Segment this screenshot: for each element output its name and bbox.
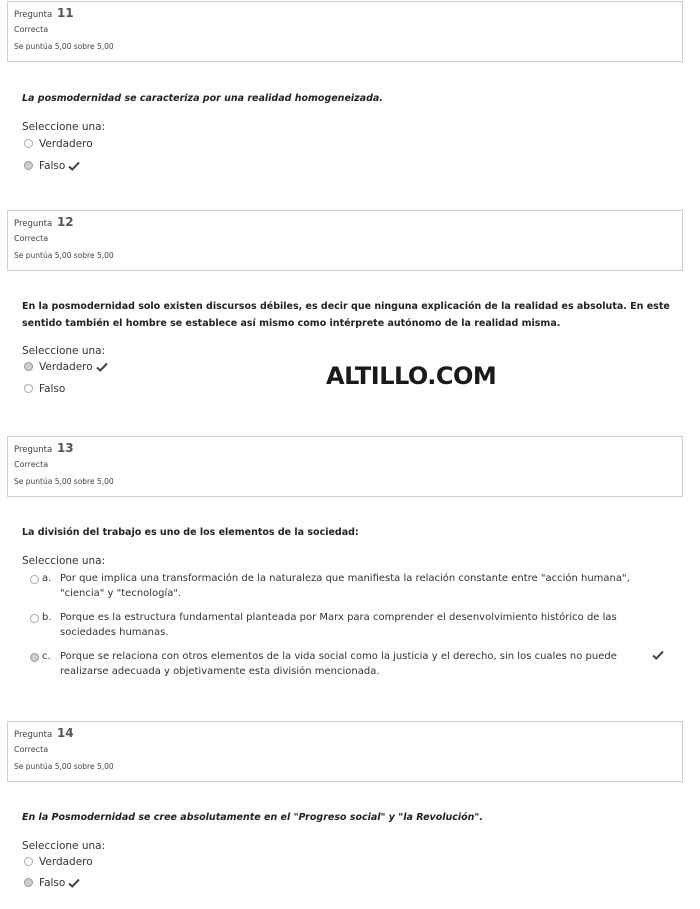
question-label: Pregunta <box>14 219 53 229</box>
radio-button[interactable] <box>30 614 39 623</box>
radio-button-selected[interactable] <box>24 161 33 170</box>
question-grade: Se puntúa 5,00 sobre 5,00 <box>14 42 114 51</box>
option-label: Verdadero <box>39 856 93 868</box>
question-info-14 <box>7 721 683 782</box>
option-verdadero[interactable] <box>22 852 672 872</box>
question-label: Pregunta <box>14 10 53 20</box>
option-label: Falso <box>39 877 66 889</box>
question-number: 11 <box>56 6 74 20</box>
check-icon <box>96 362 108 372</box>
question-number: 12 <box>56 215 74 229</box>
watermark-logo: ALTILLO.COM <box>326 362 497 390</box>
select-prompt: Seleccione una: <box>22 840 106 852</box>
question-state: Correcta <box>14 460 49 469</box>
select-prompt: Seleccione una: <box>22 121 106 133</box>
option-text-line-1: Porque se relaciona con otros elementos de la vida social como la justicia y el derecho, sin los cuales no puede <box>60 651 617 662</box>
option-falso[interactable] <box>22 156 672 176</box>
option-label: Verdadero <box>39 138 93 150</box>
question-label: Pregunta <box>14 445 53 455</box>
radio-button[interactable] <box>24 857 33 866</box>
option-label: Verdadero <box>39 361 93 373</box>
option-verdadero[interactable] <box>22 134 672 154</box>
question-text: La división del trabajo es uno de los elementos de la sociedad: <box>22 527 359 538</box>
question-body-11 <box>22 90 672 176</box>
option-a[interactable] <box>22 571 672 601</box>
option-falso[interactable] <box>22 873 672 893</box>
question-info-11 <box>7 1 683 62</box>
question-number: 13 <box>56 441 74 455</box>
radio-button[interactable] <box>24 139 33 148</box>
option-text-line-2: realizarse adecuada y objetivamente esta división mencionada. <box>60 666 380 677</box>
select-prompt: Seleccione una: <box>22 555 106 567</box>
radio-button-selected[interactable] <box>24 878 33 887</box>
check-icon <box>68 878 80 888</box>
question-info-12 <box>7 210 683 271</box>
option-text-line-1: Porque es la estructura fundamental planteada por Marx para comprender el desenvolvimiento histórico de las <box>60 612 617 623</box>
option-label: Falso <box>39 383 66 395</box>
question-state: Correcta <box>14 25 49 34</box>
select-prompt: Seleccione una: <box>22 345 106 357</box>
radio-button-selected[interactable] <box>24 362 33 371</box>
option-letter: b. <box>42 612 52 623</box>
check-icon <box>68 161 80 171</box>
question-state: Correcta <box>14 234 49 243</box>
question-state: Correcta <box>14 745 49 754</box>
question-grade: Se puntúa 5,00 sobre 5,00 <box>14 477 114 486</box>
question-label: Pregunta <box>14 730 53 740</box>
question-grade: Se puntúa 5,00 sobre 5,00 <box>14 251 114 260</box>
question-text-line-1: En la posmodernidad solo existen discursos débiles, es decir que ninguna explicación de la realidad es absoluta. En este <box>22 301 670 312</box>
radio-button[interactable] <box>24 384 33 393</box>
option-c[interactable] <box>22 649 672 679</box>
question-text: En la Posmodernidad se cree absolutamente en el "Progreso social" y "la Revolución". <box>22 812 483 823</box>
radio-button-selected[interactable] <box>30 653 39 662</box>
option-letter: c. <box>42 651 51 662</box>
question-body-14 <box>22 809 672 893</box>
option-b[interactable] <box>22 610 672 640</box>
option-text-line-2: sociedades humanas. <box>60 627 169 638</box>
radio-button[interactable] <box>30 575 39 584</box>
option-text-line-2: "ciencia" y "tecnología". <box>60 588 182 599</box>
question-number: 14 <box>56 726 74 740</box>
question-body-13 <box>22 524 672 679</box>
option-label: Falso <box>39 160 66 172</box>
question-info-13 <box>7 436 683 497</box>
check-icon <box>652 650 664 660</box>
question-grade: Se puntúa 5,00 sobre 5,00 <box>14 762 114 771</box>
question-text: La posmodernidad se caracteriza por una realidad homogeneizada. <box>22 93 383 104</box>
question-text-line-2: sentido también el hombre se establece así mismo como intérprete autónomo de la realidad misma. <box>22 318 561 329</box>
option-text-line-1: Por que implica una transformación de la naturaleza que manifiesta la relación constante entre "acción humana", <box>60 573 630 584</box>
option-letter: a. <box>42 573 52 584</box>
